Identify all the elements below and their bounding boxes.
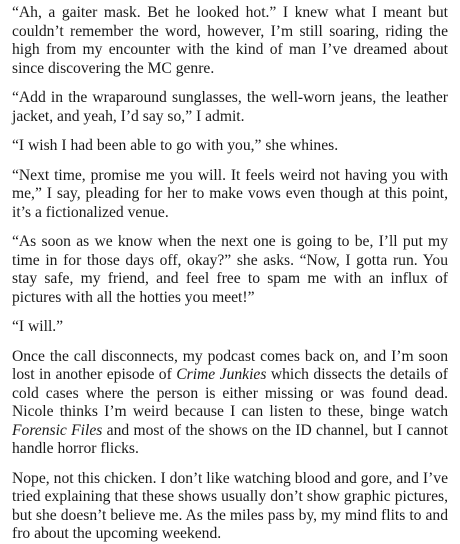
paragraph-3 [12,137,448,156]
paragraph-1 [12,4,448,78]
paragraph-text: Nope, not this chicken. I don’t like watching blood and gore, and I’ve tried explaining that these shows usually don’t show graphic pictures, but she doesn’t believe me. As the miles pass by, my mind flits to and fro about the upcoming weekend. [12,469,448,542]
paragraph-text: “I wish I had been able to go with you,” she whines. [12,137,339,154]
paragraph-2 [12,89,448,126]
paragraph-text: “Add in the wraparound sunglasses, the well-worn jeans, the leather jacket, and yeah, I’d say so,” I admit. [12,89,448,125]
paragraph-text: which dissects the details of cold cases where the person is either missing or was found dead. Nicole thinks I’m weird because I can listen to these, binge watch [12,366,448,420]
paragraph-5 [12,233,448,307]
paragraph-6 [12,318,448,337]
show-title-forensic-files: Forensic Files [12,421,103,439]
paragraph-text: “Ah, a gaiter mask. Bet he looked hot.” I knew what I meant but couldn’t remember the word, however, I’m still soaring, riding the high from my encounter with the kind of man I’ve dreamed about since discovering the MC genre. [12,4,448,77]
paragraph-text: “As soon as we know when the next one is going to be, I’ll put my time in for those days off, okay?” she asks. “Now, I gotta run. You stay safe, my friend, and feel free to spam me with an influx of pictures with all the hotties you meet!” [12,233,448,306]
paragraph-7 [12,348,448,459]
paragraph-8 [12,470,448,544]
paragraph-4 [12,167,448,223]
paragraph-text: Once the call disconnects, my podcast comes back on, and I’m soon lost in another episode of [12,347,448,383]
paragraph-text: “Next time, promise me you will. It feels weird not having you with me,” I say, pleading for her to make vows even though at this point, it’s a fictionalized venue. [12,166,448,221]
show-title-crime-junkies: Crime Junkies [176,366,267,383]
paragraph-text: “I will.” [12,318,64,335]
paragraph-text: and most of the shows on the ID channel, but I cannot handle horror flicks. [12,421,448,457]
